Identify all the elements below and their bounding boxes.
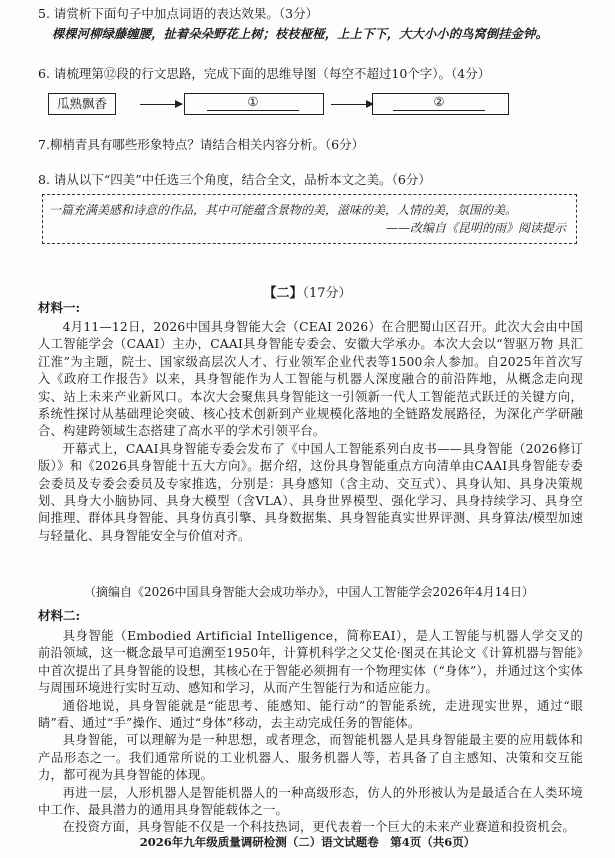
material2-body xyxy=(38,628,583,837)
mindmap-box-1 xyxy=(184,93,324,115)
material2-paragraph: 在投资方面，具身智能不仅是一个科技热词，更代表着一个巨大的未来产业赛道和投资机会。 xyxy=(62,820,575,835)
material1-paragraph: 4月11—12日，2026中国具身智能大会（CEAI 2026）在合肥蜀山区召开。此次大会由中国人工智能学会（CAAI）主办，CAAI具身智能专委会、安徽大学承办。本次大会以“智驱万物 具汇江淮”为主题，院士、国家级高层次人才、行业领军企业代表等1500余人参加。自2025年首次写入《政府工作报告》以来，具身智能作为人工智能与机器人深度融合的前沿阵地，从概念走向现实、站上未来产业新风口。本次大会聚焦具身智能这一引领新一代人工智能范式跃迁的关键方向，系统性探讨从基础理论突破、核心技术创新到产业规模化落地的全链路发展路径，为深化产学研融合、构建跨领域生态搭建了高水平的学术引领平台。 xyxy=(38,320,583,439)
mindmap-start-label: 瓜熟飘香 xyxy=(56,96,107,111)
q5-stem: 5. 请赏析下面句子中加点词语的表达效果。（3分） xyxy=(38,6,319,21)
arrow-icon xyxy=(140,104,182,105)
material2-label: 材料二: xyxy=(38,608,81,623)
material2-paragraph: 具身智能（Embodied Artificial Intelligence，简称EAI），是人工智能与机器人学交叉的前沿领域，这一概念最早可追溯至1950年，计算机科学之父艾伦·图灵在其论文《计算机器与智能》中首次提出了具身智能的设想，其核心在于智能必须拥有一个物理实体（“身体”），并通过这个实体与周围环境进行实时互动、感知和学习，从而产生智能行为和适应能力。 xyxy=(38,629,583,696)
material1-label: 材料一: xyxy=(38,300,81,315)
reading-tip-box xyxy=(42,194,577,244)
q7-stem: 7.柳梢青具有哪些形象特点？请结合相关内容分析。（6分） xyxy=(38,137,365,152)
mindmap-start-box xyxy=(48,93,116,115)
blank-1: ① xyxy=(207,94,299,111)
page-footer: 2026年九年级质量调研检测（二）语文试题卷 第4页（共6页） xyxy=(139,835,476,849)
arrow-icon xyxy=(331,104,373,105)
material2-paragraph: 具身智能，可以理解为是一种思想，或者理念，而智能机器人是具身智能最主要的应用载体和产品形态之一。我们通常所说的工业机器人、服务机器人等，若具备了自主感知、决策和交互能力，都可视为具身智能的体现。 xyxy=(38,733,583,783)
material1-source: （摘编自《2026中国具身智能大会成功举办》，中国人工智能学会2026年4月14日） xyxy=(84,585,534,599)
reading-tip-line1: 一篇充满美感和诗意的作品，其中可能蕴含景物的美，滋味的美，人情的美，氛围的美。 xyxy=(49,203,518,217)
q6-stem: 6. 请梳理第⑫段的行文思路，完成下面的思维导图（每空不超过10个字）。（4分） xyxy=(38,66,491,81)
material2-paragraph: 通俗地说，具身智能就是“能思考、能感知、能行动”的智能系统，走进现实世界，通过“眼睛”看、通过“手”操作、通过“身体”移动，去主动完成任务的智能体。 xyxy=(38,698,583,731)
section-title: 【二】（17分） xyxy=(263,286,352,301)
material1-paragraph: 开幕式上，CAAI具身智能专委会发布了《中国人工智能系列白皮书——具身智能（2026修订版）》和《2026具身智能十五大方向》。据介绍，这份具身智能重点方向清单由CAAI具身智能专委会委员及专委会委员及专家推选，分别是：具身感知（含主动、交互式）、具身认知、具身决策规划、具身大小脑协同、具身大模型（含VLA）、具身世界模型、强化学习、具身持续学习、具身空间推理、群体具身智能、具身仿真引擎、具身数据集、具身智能真实世界评测、具身算法/模型加速与轻量化、具身智能安全与价值对齐。 xyxy=(38,441,583,543)
blank-2: ② xyxy=(393,94,485,111)
mindmap-box-2 xyxy=(372,93,509,115)
q5-sentence: 棵棵河柳绿藤缠腰，扯着朵朵野花上树；枝枝桠桠，上上下下，大大小小的鸟窝倒挂金钟。 xyxy=(52,26,548,41)
material1-body xyxy=(38,319,583,545)
reading-tip-source: ——改编自《昆明的雨》阅读提示 xyxy=(385,221,566,235)
q8-stem: 8. 请从以下“四美”中任选三个角度，结合全文，品析本文之美。（6分） xyxy=(38,172,431,187)
material2-paragraph: 再进一层，人形机器人是智能机器人的一种高级形态，仿人的外形被认为是最适合在人类环境中工作、最具潜力的通用具身智能载体之一。 xyxy=(38,785,583,818)
